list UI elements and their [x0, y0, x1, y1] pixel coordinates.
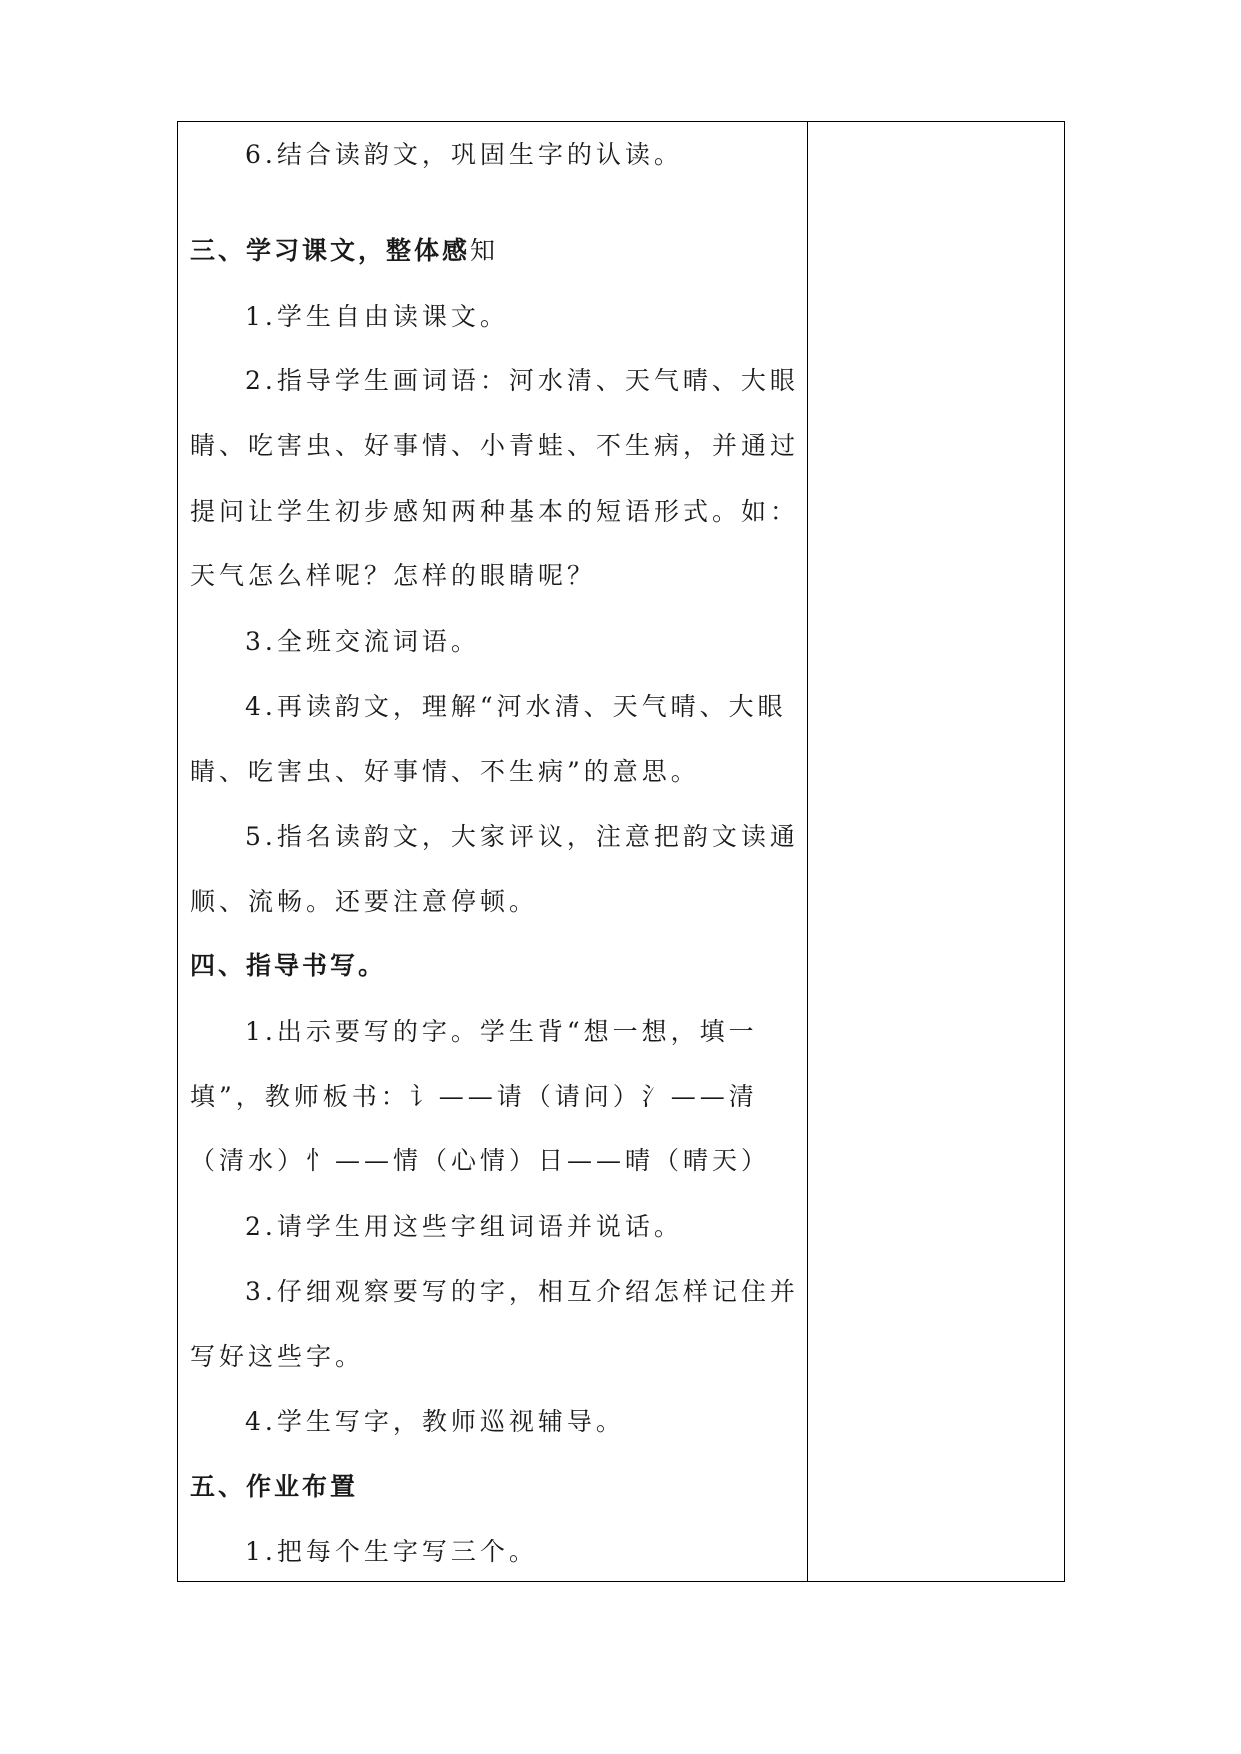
writing-step-3-line-2: 写好这些字。: [190, 1342, 365, 1371]
writing-step-1-line-2: 填”，教师板书：讠——请（请问）氵——清: [190, 1082, 758, 1111]
section-heading-3-tail: 知: [470, 236, 499, 265]
writing-step-3-line-1: 3.仔细观察要写的字，相互介绍怎样记住并: [245, 1277, 799, 1306]
step-3-exchange: 3.全班交流词语。: [245, 627, 480, 656]
step-4-line-1: 4.再读韵文，理解“河水清、天气晴、大眼: [245, 692, 787, 721]
step-2-line-1: 2.指导学生画词语：河水清、天气晴、大眼: [245, 366, 799, 395]
step-4-line-2: 睛、吃害虫、好事情、不生病”的意思。: [190, 757, 700, 786]
section-heading-5: 五、作业布置: [190, 1472, 359, 1501]
section-heading-3-bold: 三、学习课文，整体感: [190, 236, 471, 265]
homework-step-1: 1.把每个生字写三个。: [245, 1537, 538, 1566]
writing-step-1-line-3: （清水）忄——情（心情）日——晴（晴天）: [190, 1146, 771, 1175]
step-2-line-3: 提问让学生初步感知两种基本的短语形式。如：: [190, 497, 800, 526]
step-1-read-text: 1.学生自由读课文。: [245, 302, 509, 331]
step-5-line-1: 5.指名读韵文，大家评议，注意把韵文读通: [245, 822, 799, 851]
writing-step-2: 2.请学生用这些字组词语并说话。: [245, 1212, 683, 1241]
section-heading-4: 四、指导书写。: [190, 951, 387, 980]
step-2-line-2: 睛、吃害虫、好事情、小青蛙、不生病，并通过: [190, 431, 800, 460]
section-heading-3: [190, 236, 800, 266]
step-6-consolidate: 6.结合读韵文，巩固生字的认读。: [245, 140, 683, 169]
writing-step-4: 4.学生写字，教师巡视辅导。: [245, 1407, 625, 1436]
step-5-line-2: 顺、流畅。还要注意停顿。: [190, 887, 539, 916]
writing-step-1-line-1: 1.出示要写的字。学生背“想一想，填一: [245, 1017, 758, 1046]
step-2-line-4: 天气怎么样呢？怎样的眼睛呢？: [190, 561, 597, 590]
